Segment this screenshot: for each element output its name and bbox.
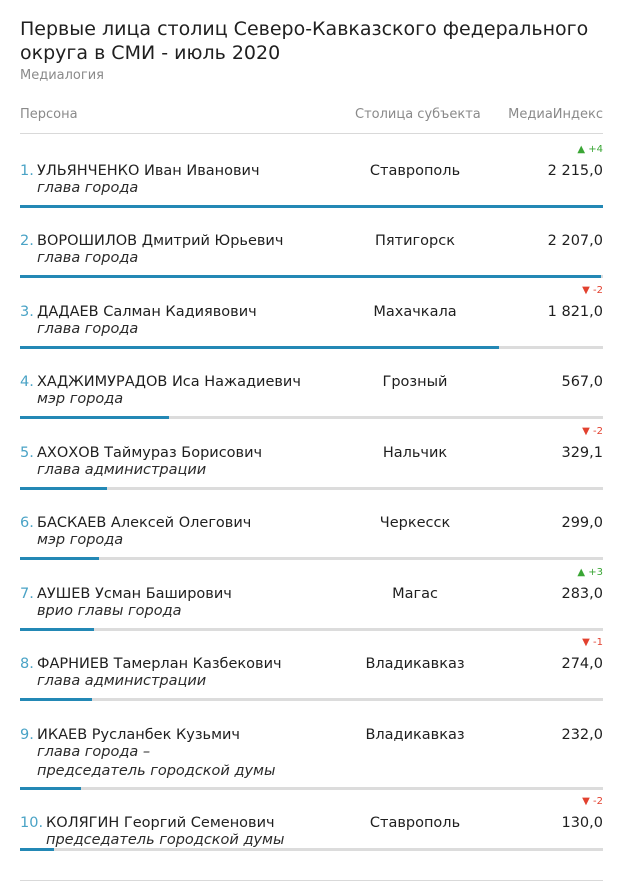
row-rank: 10. <box>20 815 44 831</box>
capital-city: Черкесск <box>379 515 451 531</box>
capital-city: Нальчик <box>382 445 448 461</box>
bar <box>20 698 92 701</box>
person-name: ФАРНИЕВ Тамерлан Казбекович <box>37 656 282 672</box>
bar-track <box>20 787 603 790</box>
bar-track <box>20 346 603 349</box>
person-role: глава города <box>37 180 139 196</box>
bar-track <box>20 698 603 701</box>
media-index-value: 299,0 <box>561 515 603 531</box>
bar <box>20 848 54 851</box>
person-name: КОЛЯГИН Георгий Семенович <box>46 815 275 831</box>
capital-city: Владикавказ <box>365 656 465 672</box>
row-rank: 2. <box>20 233 34 249</box>
row-rank: 8. <box>20 656 34 672</box>
row-rank: 1. <box>20 163 34 179</box>
media-index-value: 232,0 <box>561 727 603 743</box>
column-header-index: МедиаИндекс <box>508 107 603 122</box>
media-index-value: 1 821,0 <box>547 304 603 320</box>
media-index-value: 130,0 <box>561 815 603 831</box>
bar <box>20 205 603 208</box>
source-label: Медиалогия <box>20 68 104 83</box>
rank-change-up: ▲ +3 <box>577 567 603 578</box>
person-role: глава администрации <box>37 673 207 689</box>
rank-change-down: ▼ -2 <box>582 796 603 807</box>
row-rank: 6. <box>20 515 34 531</box>
capital-city: Ставрополь <box>369 163 461 179</box>
bar-track <box>20 848 603 851</box>
person-role: глава администрации <box>37 462 207 478</box>
column-header-capital: Столица субъекта <box>355 107 481 122</box>
bar-track <box>20 628 603 631</box>
bar <box>20 557 99 560</box>
media-index-value: 329,1 <box>561 445 603 461</box>
capital-city: Ставрополь <box>369 815 461 831</box>
capital-city: Грозный <box>382 374 448 390</box>
media-index-value: 2 207,0 <box>547 233 603 249</box>
bar <box>20 346 499 349</box>
header-divider <box>20 133 603 134</box>
rank-change-down: ▼ -2 <box>582 426 603 437</box>
person-role: глава города <box>37 321 139 337</box>
person-role: глава города – председатель городской думы <box>37 744 276 779</box>
person-name: ИКАЕВ Русланбек Кузьмич <box>37 727 240 743</box>
media-index-value: 283,0 <box>561 586 603 602</box>
bar <box>20 628 94 631</box>
person-role: глава города <box>37 250 139 266</box>
media-index-value: 2 215,0 <box>547 163 603 179</box>
person-name: АУШЕВ Усман Баширович <box>37 586 232 602</box>
media-index-value: 274,0 <box>561 656 603 672</box>
row-rank: 4. <box>20 374 34 390</box>
capital-city: Пятигорск <box>375 233 455 249</box>
bar <box>20 416 169 419</box>
capital-city: Махачкала <box>373 304 457 320</box>
row-rank: 5. <box>20 445 34 461</box>
bar <box>20 487 107 490</box>
bar-track <box>20 275 603 278</box>
person-name: ВОРОШИЛОВ Дмитрий Юрьевич <box>37 233 284 249</box>
person-name: АХОХОВ Таймураз Борисович <box>37 445 263 461</box>
capital-city: Магас <box>392 586 438 602</box>
row-rank: 7. <box>20 586 34 602</box>
person-name: УЛЬЯНЧЕНКО Иван Иванович <box>37 163 260 179</box>
person-role: мэр города <box>37 391 124 407</box>
media-index-value: 567,0 <box>561 374 603 390</box>
rank-change-down: ▼ -1 <box>582 637 603 648</box>
bar <box>20 787 81 790</box>
bottom-divider <box>20 880 603 881</box>
bar-track <box>20 416 603 419</box>
person-role: врио главы города <box>37 603 182 619</box>
bar-track <box>20 205 603 208</box>
row-rank: 3. <box>20 304 34 320</box>
chart-title: Первые лица столиц Северо-Кавказского федерального округа в СМИ - июль 2020 <box>20 18 589 64</box>
column-header-person: Персона <box>20 107 78 122</box>
rank-change-up: ▲ +4 <box>577 144 603 155</box>
person-role: мэр города <box>37 532 124 548</box>
bar-track <box>20 557 603 560</box>
bar-track <box>20 487 603 490</box>
row-rank: 9. <box>20 727 34 743</box>
rank-change-down: ▼ -2 <box>582 285 603 296</box>
capital-city: Владикавказ <box>365 727 465 743</box>
person-role: председатель городской думы <box>46 832 285 848</box>
person-name: ХАДЖИМУРАДОВ Иса Нажадиевич <box>37 374 301 390</box>
person-name: БАСКАЕВ Алексей Олегович <box>37 515 252 531</box>
bar <box>20 275 601 278</box>
person-name: ДАДАЕВ Салман Кадиявович <box>37 304 257 320</box>
